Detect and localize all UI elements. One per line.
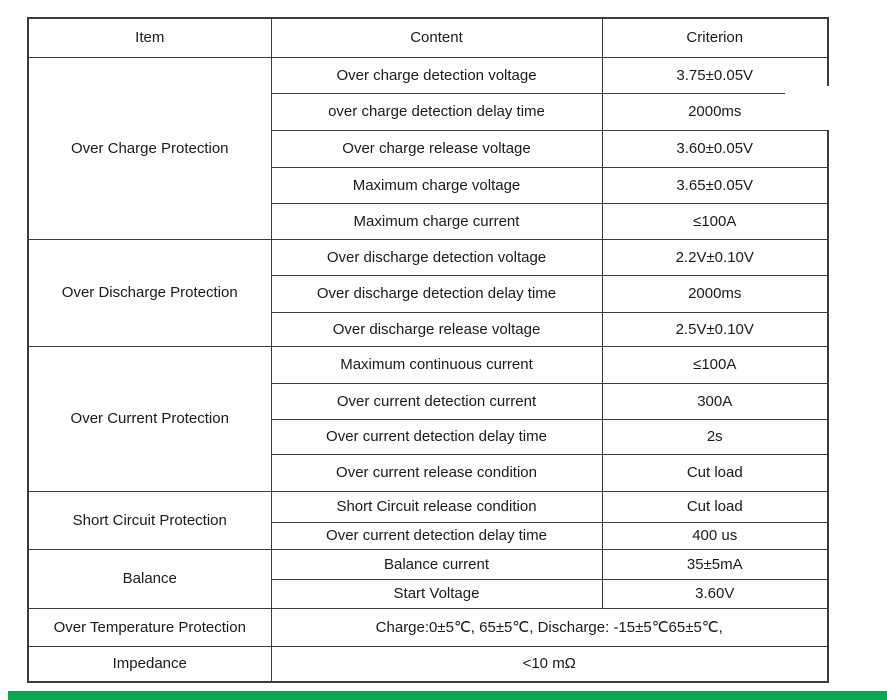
table-row [28, 239, 828, 275]
criterion-cell: Cut load [602, 454, 828, 491]
white-border-notch [785, 86, 887, 130]
battery-protection-spec-table [27, 17, 829, 683]
criterion-cell: ≤100A [602, 203, 828, 239]
criterion-cell: 400 us [602, 522, 828, 549]
criterion-cell: 2000ms [602, 275, 828, 312]
content-cell: Maximum continuous current [271, 346, 602, 383]
criterion-cell: 2000ms [602, 93, 828, 130]
content-cell: Over current detection delay time [271, 522, 602, 549]
criterion-cell: 2s [602, 419, 828, 454]
content-cell: Over current detection delay time [271, 419, 602, 454]
table-row [28, 346, 828, 383]
item-impedance: Impedance [28, 646, 271, 682]
content-cell: Balance current [271, 549, 602, 579]
impedance-spec-cell: <10 mΩ [271, 646, 828, 682]
header-item: Item [28, 18, 271, 57]
header-criterion: Criterion [602, 18, 828, 57]
item-balance: Balance [28, 549, 271, 608]
criterion-cell: 2.2V±0.10V [602, 239, 828, 275]
criterion-cell: ≤100A [602, 346, 828, 383]
content-cell: Short Circuit release condition [271, 491, 602, 522]
item-over-discharge-protection: Over Discharge Protection [28, 239, 271, 346]
criterion-cell: 300A [602, 383, 828, 419]
content-cell: Start Voltage [271, 579, 602, 608]
criterion-cell: 35±5mA [602, 549, 828, 579]
criterion-cell: Cut load [602, 491, 828, 522]
table-row [28, 646, 828, 682]
bottom-green-accent-bar [8, 691, 887, 700]
item-over-current-protection: Over Current Protection [28, 346, 271, 491]
item-over-temperature-protection: Over Temperature Protection [28, 608, 271, 646]
content-cell: Maximum charge voltage [271, 167, 602, 203]
content-cell: Over discharge detection delay time [271, 275, 602, 312]
item-over-charge-protection: Over Charge Protection [28, 57, 271, 239]
table-row [28, 608, 828, 646]
content-cell: Over charge detection voltage [271, 57, 602, 93]
temperature-spec-cell: Charge:0±5℃, 65±5℃, Discharge: -15±5℃65±5℃, [271, 608, 828, 646]
content-cell: Over current detection current [271, 383, 602, 419]
table-row [28, 549, 828, 579]
table-header-row [28, 18, 828, 57]
content-cell: Over charge release voltage [271, 130, 602, 167]
table-row [28, 57, 828, 93]
criterion-cell: 2.5V±0.10V [602, 312, 828, 346]
criterion-cell: 3.75±0.05V [602, 57, 828, 93]
criterion-cell: 3.60±0.05V [602, 130, 828, 167]
item-short-circuit-protection: Short Circuit Protection [28, 491, 271, 549]
table-row [28, 491, 828, 522]
content-cell: Over discharge release voltage [271, 312, 602, 346]
header-content: Content [271, 18, 602, 57]
content-cell: Over discharge detection voltage [271, 239, 602, 275]
content-cell: over charge detection delay time [271, 93, 602, 130]
content-cell: Maximum charge current [271, 203, 602, 239]
criterion-cell: 3.65±0.05V [602, 167, 828, 203]
content-cell: Over current release condition [271, 454, 602, 491]
criterion-cell: 3.60V [602, 579, 828, 608]
